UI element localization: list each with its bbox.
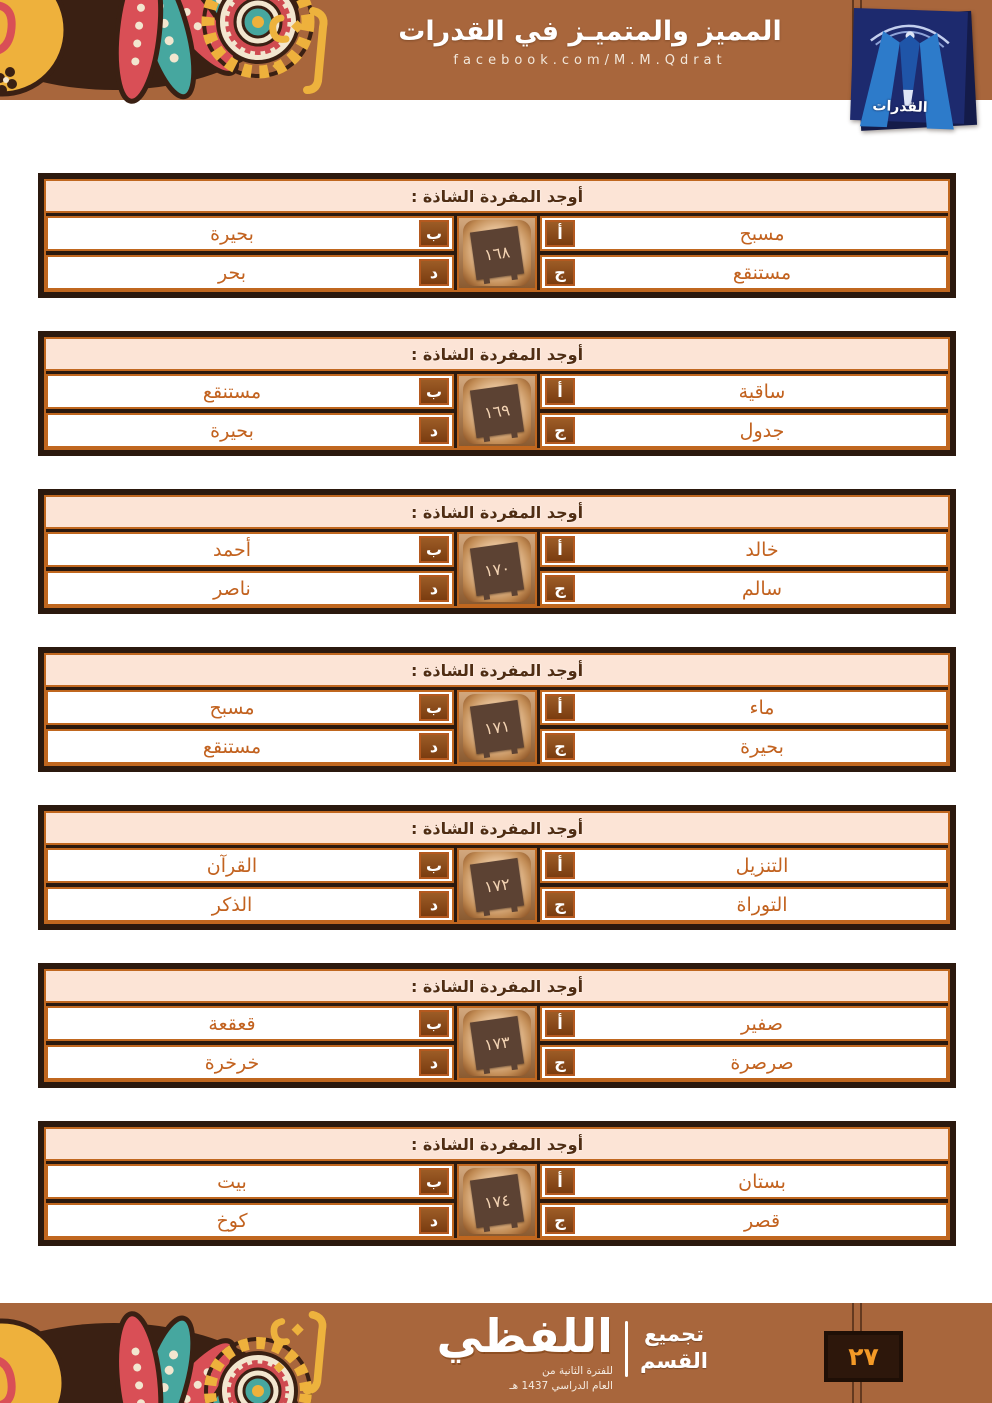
badge-frame [463, 220, 531, 286]
question-number: ١٧٠ [482, 557, 512, 581]
option-b-row [46, 216, 454, 251]
option-c-row [540, 571, 948, 606]
option-b-row [46, 848, 454, 883]
question-number-badge [457, 1164, 537, 1238]
option-a-letter: أ [545, 378, 575, 405]
question-block [38, 647, 956, 772]
badge-frame [463, 694, 531, 760]
badge-frame [463, 1010, 531, 1076]
option-a-text: مسبح [739, 222, 785, 245]
option-b-text: بيت [217, 1170, 247, 1193]
question-prompt: أوجد المفردة الشاذة : [410, 186, 584, 206]
question-block [38, 331, 956, 456]
question-header [46, 971, 948, 1003]
options-left-column [46, 532, 454, 606]
footer-section-logo [392, 1311, 708, 1395]
option-a-row [540, 532, 948, 567]
option-d-text: كوخ [216, 1209, 248, 1232]
option-c-row [540, 413, 948, 448]
option-b-text: القرآن [206, 854, 258, 877]
option-d-row [46, 255, 454, 290]
options-right-column [540, 690, 948, 764]
option-a-letter: أ [545, 220, 575, 247]
question-number: ١٦٨ [482, 241, 512, 265]
option-d-text: مستنقع [202, 735, 262, 758]
question-prompt: أوجد المفردة الشاذة : [410, 818, 584, 838]
option-b-text: أحمد [213, 538, 251, 561]
option-c-letter: ج [545, 891, 575, 918]
option-c-text: التوراة [736, 893, 788, 916]
page-number-box [824, 1331, 903, 1382]
qudrat-logo-icon [842, 2, 986, 144]
option-b-letter: ب [419, 1010, 449, 1037]
option-b-row [46, 690, 454, 725]
option-c-letter: ج [545, 259, 575, 286]
option-a-letter: أ [545, 1168, 575, 1195]
options-right-column [540, 216, 948, 290]
option-c-letter: ج [545, 1049, 575, 1076]
option-a-row [540, 1006, 948, 1041]
footer-group-line2: القسم [639, 1349, 708, 1374]
option-c-letter: ج [545, 1207, 575, 1234]
option-a-row [540, 848, 948, 883]
options-right-column [540, 374, 948, 448]
option-b-letter: ب [419, 694, 449, 721]
question-block [38, 1121, 956, 1246]
option-b-text: بحيرة [210, 222, 254, 245]
option-c-letter: ج [545, 417, 575, 444]
option-d-letter: د [419, 733, 449, 760]
question-header [46, 339, 948, 371]
question-prompt: أوجد المفردة الشاذة : [410, 1134, 584, 1154]
option-d-row [46, 413, 454, 448]
question-prompt: أوجد المفردة الشاذة : [410, 344, 584, 364]
option-c-row [540, 729, 948, 764]
chalkboard-icon [470, 1174, 524, 1228]
option-a-letter: أ [545, 694, 575, 721]
option-a-text: خالد [745, 538, 779, 561]
badge-frame [463, 1168, 531, 1234]
question-header [46, 813, 948, 845]
question-prompt: أوجد المفردة الشاذة : [410, 660, 584, 680]
options-right-column [540, 1006, 948, 1080]
footer-section-title: اللفظي [436, 1309, 613, 1363]
option-d-text: بحر [217, 261, 247, 284]
option-b-row [46, 374, 454, 409]
option-d-row [46, 887, 454, 922]
options-right-column [540, 532, 948, 606]
option-b-letter: ب [419, 852, 449, 879]
option-c-row [540, 255, 948, 290]
option-d-letter: د [419, 575, 449, 602]
option-d-letter: د [419, 417, 449, 444]
question-prompt: أوجد المفردة الشاذة : [410, 976, 584, 996]
question-header [46, 497, 948, 529]
question-header [46, 181, 948, 213]
question-block [38, 489, 956, 614]
question-number: ١٧٤ [482, 1189, 512, 1213]
question-number-badge [457, 1006, 537, 1080]
options-left-column [46, 1006, 454, 1080]
question-number-badge [457, 532, 537, 606]
options-left-column [46, 216, 454, 290]
option-a-text: بستان [738, 1170, 786, 1193]
footer-period-line1: للفترة الثانية من [542, 1364, 613, 1377]
logo-caption: القدرات [872, 98, 928, 116]
calligraphy-ornament-icon [266, 1310, 336, 1398]
option-d-row [46, 571, 454, 606]
option-b-letter: ب [419, 1168, 449, 1195]
option-d-text: بحيرة [210, 419, 254, 442]
option-b-text: مسبح [209, 696, 255, 719]
footer-group-line1: تجميع [643, 1322, 704, 1346]
option-b-letter: ب [419, 220, 449, 247]
question-number-badge [457, 690, 537, 764]
option-b-row [46, 1164, 454, 1199]
option-a-text: التنزيل [735, 854, 789, 877]
option-c-row [540, 1203, 948, 1238]
options-right-column [540, 1164, 948, 1238]
question-number-badge [457, 374, 537, 448]
facebook-url: facebook.com/M.M.Qdrat [453, 53, 727, 68]
calligraphy-ornament-icon [266, 6, 336, 98]
option-d-text: الذكر [211, 893, 253, 916]
chalkboard-icon [470, 542, 524, 596]
question-number-badge [457, 216, 537, 290]
question-block [38, 805, 956, 930]
question-number: ١٧١ [482, 715, 512, 739]
chalkboard-icon [470, 226, 524, 280]
option-d-letter: د [419, 1207, 449, 1234]
qudrat-logo [842, 2, 986, 144]
banner-title: المميز والمتميـز في القدرات [398, 16, 782, 47]
question-block [38, 963, 956, 1088]
questions-list [38, 173, 956, 1246]
badge-frame [463, 536, 531, 602]
footer-period-line2: العام الدراسي 1437 هـ [509, 1380, 613, 1393]
option-d-row [46, 1203, 454, 1238]
option-d-letter: د [419, 1049, 449, 1076]
question-number: ١٧٢ [482, 873, 512, 897]
question-number: ١٦٩ [482, 399, 512, 423]
option-a-row [540, 216, 948, 251]
question-block [38, 173, 956, 298]
chalkboard-icon [470, 700, 524, 754]
option-c-letter: ج [545, 575, 575, 602]
options-left-column [46, 374, 454, 448]
option-c-letter: ج [545, 733, 575, 760]
chalkboard-icon [470, 858, 524, 912]
option-a-text: ماء [749, 696, 775, 719]
page-number: ٢٧ [848, 1342, 879, 1371]
option-d-letter: د [419, 891, 449, 918]
option-c-text: قصر [743, 1209, 781, 1232]
footer-divider-bar [625, 1321, 628, 1377]
badge-frame [463, 852, 531, 918]
footer-period-text [437, 1364, 613, 1396]
option-a-letter: أ [545, 536, 575, 563]
question-header [46, 655, 948, 687]
question-number-badge [457, 848, 537, 922]
option-c-text: مستنقع [732, 261, 792, 284]
footer-group-label [640, 1321, 708, 1376]
question-header [46, 1129, 948, 1161]
option-c-text: بحيرة [740, 735, 784, 758]
question-prompt: أوجد المفردة الشاذة : [410, 502, 584, 522]
options-left-column [46, 848, 454, 922]
option-a-row [540, 374, 948, 409]
option-b-letter: ب [419, 378, 449, 405]
option-a-letter: أ [545, 1010, 575, 1037]
option-a-text: صفير [741, 1012, 783, 1035]
options-left-column [46, 690, 454, 764]
options-left-column [46, 1164, 454, 1238]
option-d-text: ناصر [213, 577, 251, 600]
option-d-row [46, 729, 454, 764]
option-b-text: مستنقع [202, 380, 262, 403]
option-d-row [46, 1045, 454, 1080]
options-right-column [540, 848, 948, 922]
option-c-text: صرصرة [730, 1051, 794, 1074]
option-b-letter: ب [419, 536, 449, 563]
question-number: ١٧٣ [482, 1031, 512, 1055]
option-b-row [46, 532, 454, 567]
chalkboard-icon [470, 1016, 524, 1070]
option-c-text: جدول [739, 419, 785, 442]
option-c-row [540, 887, 948, 922]
option-b-text: قعقعة [208, 1012, 256, 1035]
option-a-row [540, 1164, 948, 1199]
option-a-row [540, 690, 948, 725]
badge-frame [463, 378, 531, 444]
option-a-text: ساقية [738, 380, 786, 403]
option-a-letter: أ [545, 852, 575, 879]
chalkboard-icon [470, 384, 524, 438]
option-d-letter: د [419, 259, 449, 286]
option-c-text: سالم [741, 577, 783, 600]
option-d-text: خرخرة [204, 1051, 260, 1074]
option-c-row [540, 1045, 948, 1080]
option-b-row [46, 1006, 454, 1041]
